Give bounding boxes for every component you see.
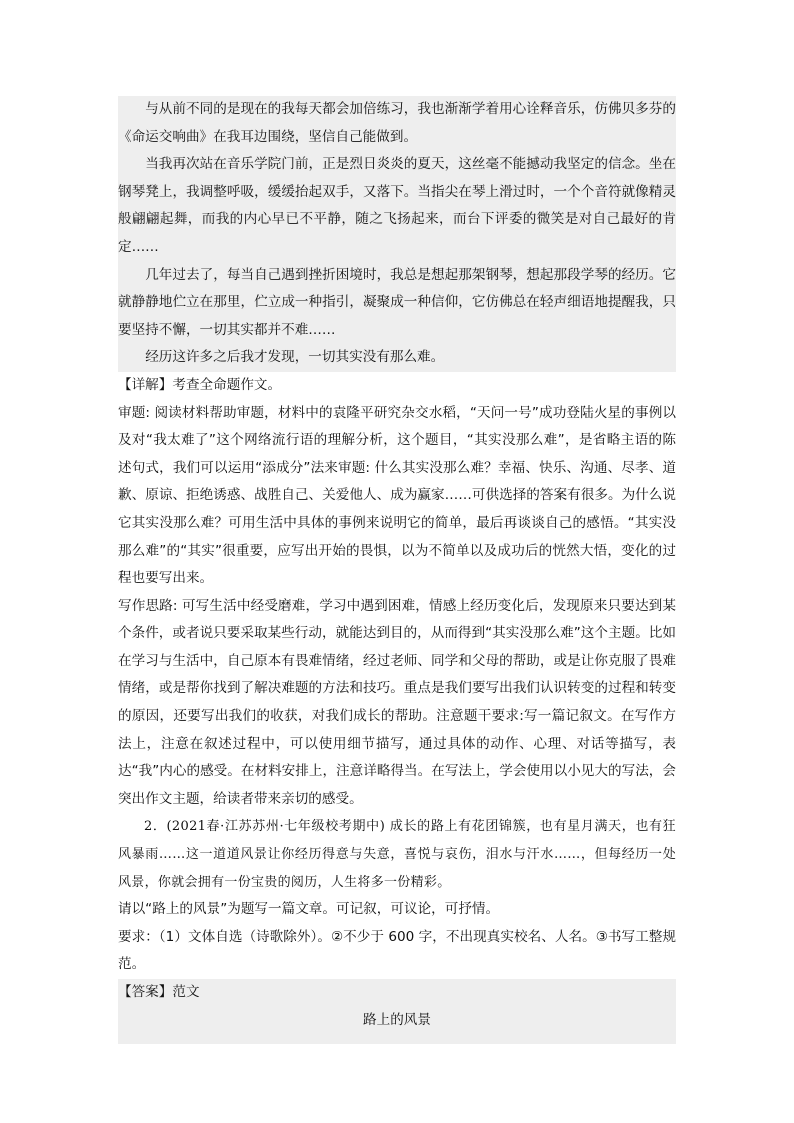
answer-block-spacer [118, 1034, 676, 1044]
review-label: 审题: [118, 404, 151, 421]
essay-paragraph-2: 当我再次站在音乐学院门前，正是烈日炎炎的夏天，这丝毫不能撼动我坚定的信念。坐在钢琴凳上，我调整呼吸，缓缓抬起双手，又落下。当指尖在琴上滑过时，一个个音符就像精灵般翩翩起舞，而我的内心早已不平静，随之飞扬起来，而台下评委的微笑是对自己最好的肯定…… [118, 156, 676, 255]
writing-idea-label: 写作思路: [118, 597, 178, 614]
answer-line [118, 979, 676, 1007]
writing-idea-paragraph [118, 593, 676, 814]
answer-label: 【答案】 [118, 984, 173, 1000]
answer-text: 范文 [172, 984, 200, 1000]
answer-block [118, 979, 676, 1044]
review-paragraph [118, 400, 676, 593]
essay-paragraph-4: 经历这许多之后我才发现，一切其实没有那么难。 [145, 349, 445, 366]
question-2-requirements: 要求：（1）文体自选（诗歌除外）。②不少于 600 字，不出现真实校名、人名。③书写工整规范。 [118, 928, 676, 973]
essay-title: 路上的风景 [363, 1011, 431, 1028]
essay-paragraph-1: 与从前不同的是现在的我每天都会加倍练习，我也渐渐学着用心诠释音乐，仿佛贝多芬的《命运交响曲》在我耳边围绕，坚信自己能做到。 [118, 101, 676, 145]
detail-label: 【详解】 [118, 376, 173, 393]
detail-text: 考查全命题作文。 [172, 376, 282, 393]
writing-idea-text: 可写生活中经受磨难，学习中遇到困难，情感上经历变化后，发现原来只要达到某个条件，或者说只要采取某些行动，就能达到目的，从而得到“其实没那么难”这个主题。比如在学习与生活中，自己原本有畏难情绪，经过老师、同学和父母的帮助，或是让你克服了畏难情绪，或是帮你找到了解决难题的方法和技巧。重点是我们要写出我们认识转变的过程和转变的原因，还要写出我们的收获，对我们成长的帮助。注意题干要求:写一篇记叙文。在写作方法上，注意在叙述过程中，可以使用细节描写，通过具体的动作、心理、对话等描写，表达“我”内心的感受。在材料安排上，注意详略得当。在写法上，学会使用以小见大的写法，会突出作文主题，给读者带来亲切的感受。 [118, 597, 676, 807]
question-2-instruction: 请以“路上的风景”为题写一篇文章。可记叙，可议论，可抒情。 [118, 901, 500, 918]
essay-tail-block [118, 96, 676, 372]
review-text: 阅读材料帮助审题，材料中的袁隆平研究杂交水稻，“天问一号”成功登陆火星的事例以及对“我太难了”这个网络流行语的理解分析，这个题目，“其实没那么难”，是省略主语的陈述句式，我们可以运用“添成分”法来审题: 什么其实没那么难？幸福、快乐、沟通、尽孝、道歉、原谅、拒绝诱惑、战胜自己、关爱他人、成为赢家……可供选择的答案有很多。为什么说它其实没那么难？可用生活中具体的事例来说明它的简单，最后再谈谈自己的感悟。“其实没那么难”的“其实”很重要，应写出开始的畏惧，以为不简单以及成功后的恍然大悟，变化的过程也要写出来。 [118, 404, 676, 587]
detail-line [118, 372, 676, 400]
essay-paragraph-3: 几年过去了，每当自己遇到挫折困境时，我总是想起那架钢琴，想起那段学琴的经历。它就静静地伫立在那里，伫立成一种指引，凝聚成一种信仰，它仿佛总在轻声细语地提醒我，只要坚持不懈，一切其实都并不难…… [118, 266, 676, 338]
question-2-prompt: 2．(2021春·江苏苏州·七年级校考期中) 成长的路上有花团锦簇，也有星月满天，也有狂风暴雨……这一道道风景让你经历得意与失意，喜悦与哀伤，泪水与汗水……，但每经历一处风景，你就会拥有一份宝贵的阅历，人生将多一份精彩。 [118, 819, 676, 890]
document-body [118, 96, 676, 1044]
